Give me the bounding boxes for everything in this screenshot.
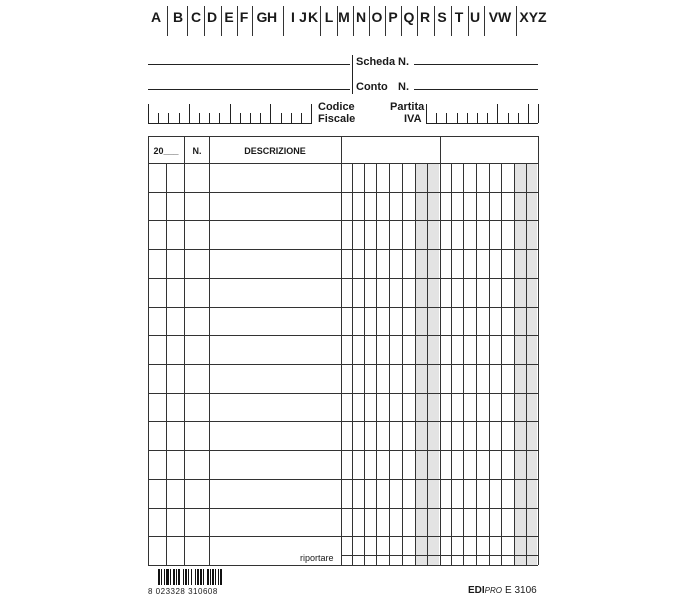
barcode-bar (210, 569, 211, 585)
barcode-bar (220, 569, 222, 585)
cf-box-tick (240, 113, 241, 123)
iva-box-tick (457, 113, 458, 123)
tab-separator (434, 6, 435, 36)
column-header-number: N. (192, 146, 202, 156)
barcode-bar (158, 569, 160, 585)
cf-box-tick (189, 104, 190, 123)
barcode-bar (173, 569, 175, 585)
alphabet-tab-l[interactable]: L (324, 9, 334, 25)
column-header-year: 20___ (153, 146, 179, 156)
table-row-line (148, 220, 538, 221)
tab-separator (401, 6, 402, 36)
iva-box-tick (487, 113, 488, 123)
table-column-line (538, 136, 539, 565)
alphabet-tab-o[interactable]: O (371, 9, 383, 25)
barcode-bar (203, 569, 204, 585)
table-header-bottom (148, 163, 538, 164)
alphabet-tab-q[interactable]: Q (403, 9, 415, 25)
tab-separator (252, 6, 253, 36)
iva-box-tick (477, 113, 478, 123)
tab-separator (451, 6, 452, 36)
iva-box-tick (497, 104, 498, 123)
table-column-line (440, 136, 441, 565)
table-row-line (148, 479, 538, 480)
barcode-bar (178, 569, 180, 585)
barcode-bar (164, 569, 165, 585)
barcode-bar (215, 569, 216, 585)
iva-box-tick (436, 113, 437, 123)
iva-box-tick (528, 104, 529, 123)
table-row-line (148, 364, 538, 365)
table-row-line (148, 249, 538, 250)
cf-box-tick (199, 113, 200, 123)
brand-logo-bold: EDI (468, 585, 485, 596)
barcode-bar (207, 569, 209, 585)
tab-separator (337, 6, 338, 36)
iva-box-tick (508, 113, 509, 123)
alphabet-tab-n[interactable]: N (355, 9, 367, 25)
tab-separator (187, 6, 188, 36)
cf-box-tick (260, 113, 261, 123)
barcode-bar (218, 569, 219, 585)
cf-box-tick (209, 113, 210, 123)
partita-iva-label-2: IVA (404, 113, 422, 125)
iva-box-tick (426, 104, 427, 123)
barcode-bar (191, 569, 192, 585)
header-divider (352, 55, 353, 94)
tab-separator (369, 6, 370, 36)
tab-separator (167, 6, 168, 36)
alphabet-tab-e[interactable]: E (224, 9, 234, 25)
table-row-line (148, 278, 538, 279)
cf-box-tick (270, 104, 271, 123)
alphabet-tab-b[interactable]: B (172, 9, 184, 25)
scheda-n-label: N. (398, 56, 409, 68)
alphabet-tab-s[interactable]: S (437, 9, 447, 25)
barcode-bar (170, 569, 171, 585)
table-row-line (148, 536, 538, 537)
cf-box-tick (250, 113, 251, 123)
tab-separator (283, 6, 284, 36)
alphabet-tab-i[interactable]: I (291, 9, 295, 25)
barcode-bar (183, 569, 184, 585)
tab-separator (516, 6, 517, 36)
cf-box-tick (168, 113, 169, 123)
alphabet-tab-h[interactable]: H (266, 9, 278, 25)
tab-separator (204, 6, 205, 36)
table-column-line (209, 136, 210, 565)
barcode-bar (200, 569, 202, 585)
cf-box-tick (301, 113, 302, 123)
tab-separator (221, 6, 222, 36)
table-bottom-border (148, 565, 538, 566)
tab-separator (237, 6, 238, 36)
barcode-bar (166, 569, 169, 585)
brand-logo (468, 585, 502, 596)
cf-box-tick (219, 113, 220, 123)
barcode-bar (185, 569, 187, 585)
scheda-number-line (414, 64, 538, 65)
barcode-number: 8 023328 310608 (148, 587, 218, 596)
name-line-2 (148, 89, 350, 90)
table-top-border (148, 136, 538, 137)
tab-separator (353, 6, 354, 36)
cf-box-tick (179, 113, 180, 123)
iva-box-tick (538, 104, 539, 123)
cf-box-tick (230, 104, 231, 123)
tab-separator (417, 6, 418, 36)
cf-baseline (148, 123, 312, 124)
alphabet-tab-r[interactable]: R (419, 9, 431, 25)
name-line-1 (148, 64, 350, 65)
alphabet-tab-f[interactable]: F (239, 9, 249, 25)
table-row-line (148, 508, 538, 509)
brand-logo-italic: PRO (484, 586, 503, 595)
codice-fiscale-label-2: Fiscale (318, 113, 356, 125)
alphabet-tab-m[interactable]: M (338, 9, 350, 25)
barcode-bar (188, 569, 189, 585)
barcode-bar (176, 569, 177, 585)
barcode-bar (197, 569, 199, 585)
scheda-label: Scheda (356, 56, 396, 68)
alphabet-tab-k[interactable]: K (307, 9, 319, 25)
alphabet-tab-p[interactable]: P (388, 9, 398, 25)
barcode-bar (195, 569, 196, 585)
product-code: E 3106 (505, 585, 537, 596)
cf-box-tick (158, 113, 159, 123)
iva-box-tick (446, 113, 447, 123)
alphabet-tab-d[interactable]: D (206, 9, 218, 25)
partita-iva-label-1: Partita (390, 101, 425, 113)
carry-forward-line (341, 555, 538, 556)
alphabet-tab-xyz[interactable]: XYZ (519, 9, 547, 25)
tab-separator (320, 6, 321, 36)
cf-box-tick (148, 104, 149, 123)
table-row-line (148, 421, 538, 422)
iva-box-tick (518, 113, 519, 123)
table-column-line (341, 136, 342, 565)
table-row-line (148, 335, 538, 336)
tab-separator (484, 6, 485, 36)
table-column-line (184, 136, 185, 565)
cf-box-tick (311, 104, 312, 123)
table-row-line (148, 307, 538, 308)
conto-number-line (414, 89, 538, 90)
table-row-line (148, 450, 538, 451)
alphabet-tab-vw[interactable]: VW (488, 9, 512, 25)
alphabet-tab-t[interactable]: T (454, 9, 464, 25)
barcode-bar (212, 569, 214, 585)
table-row-line (148, 192, 538, 193)
iva-box-tick (467, 113, 468, 123)
column-header-description: DESCRIZIONE (244, 146, 306, 156)
cf-box-tick (291, 113, 292, 123)
alphabet-tab-u[interactable]: U (469, 9, 481, 25)
alphabet-tab-j[interactable]: J (299, 9, 307, 25)
alphabet-tab-a[interactable]: A (150, 9, 162, 25)
conto-n-label: N. (398, 81, 409, 93)
barcode-bar (161, 569, 162, 585)
iva-baseline (426, 123, 538, 124)
table-column-line (148, 136, 149, 565)
conto-label: Conto (356, 81, 388, 93)
alphabet-tab-c[interactable]: C (190, 9, 202, 25)
tab-separator (385, 6, 386, 36)
cf-box-tick (281, 113, 282, 123)
table-row-line (148, 393, 538, 394)
carry-forward-label: riportare (300, 553, 334, 563)
alphabet-tab-g[interactable]: G (256, 9, 268, 25)
codice-fiscale-label-1: Codice (318, 101, 355, 113)
tab-separator (468, 6, 469, 36)
